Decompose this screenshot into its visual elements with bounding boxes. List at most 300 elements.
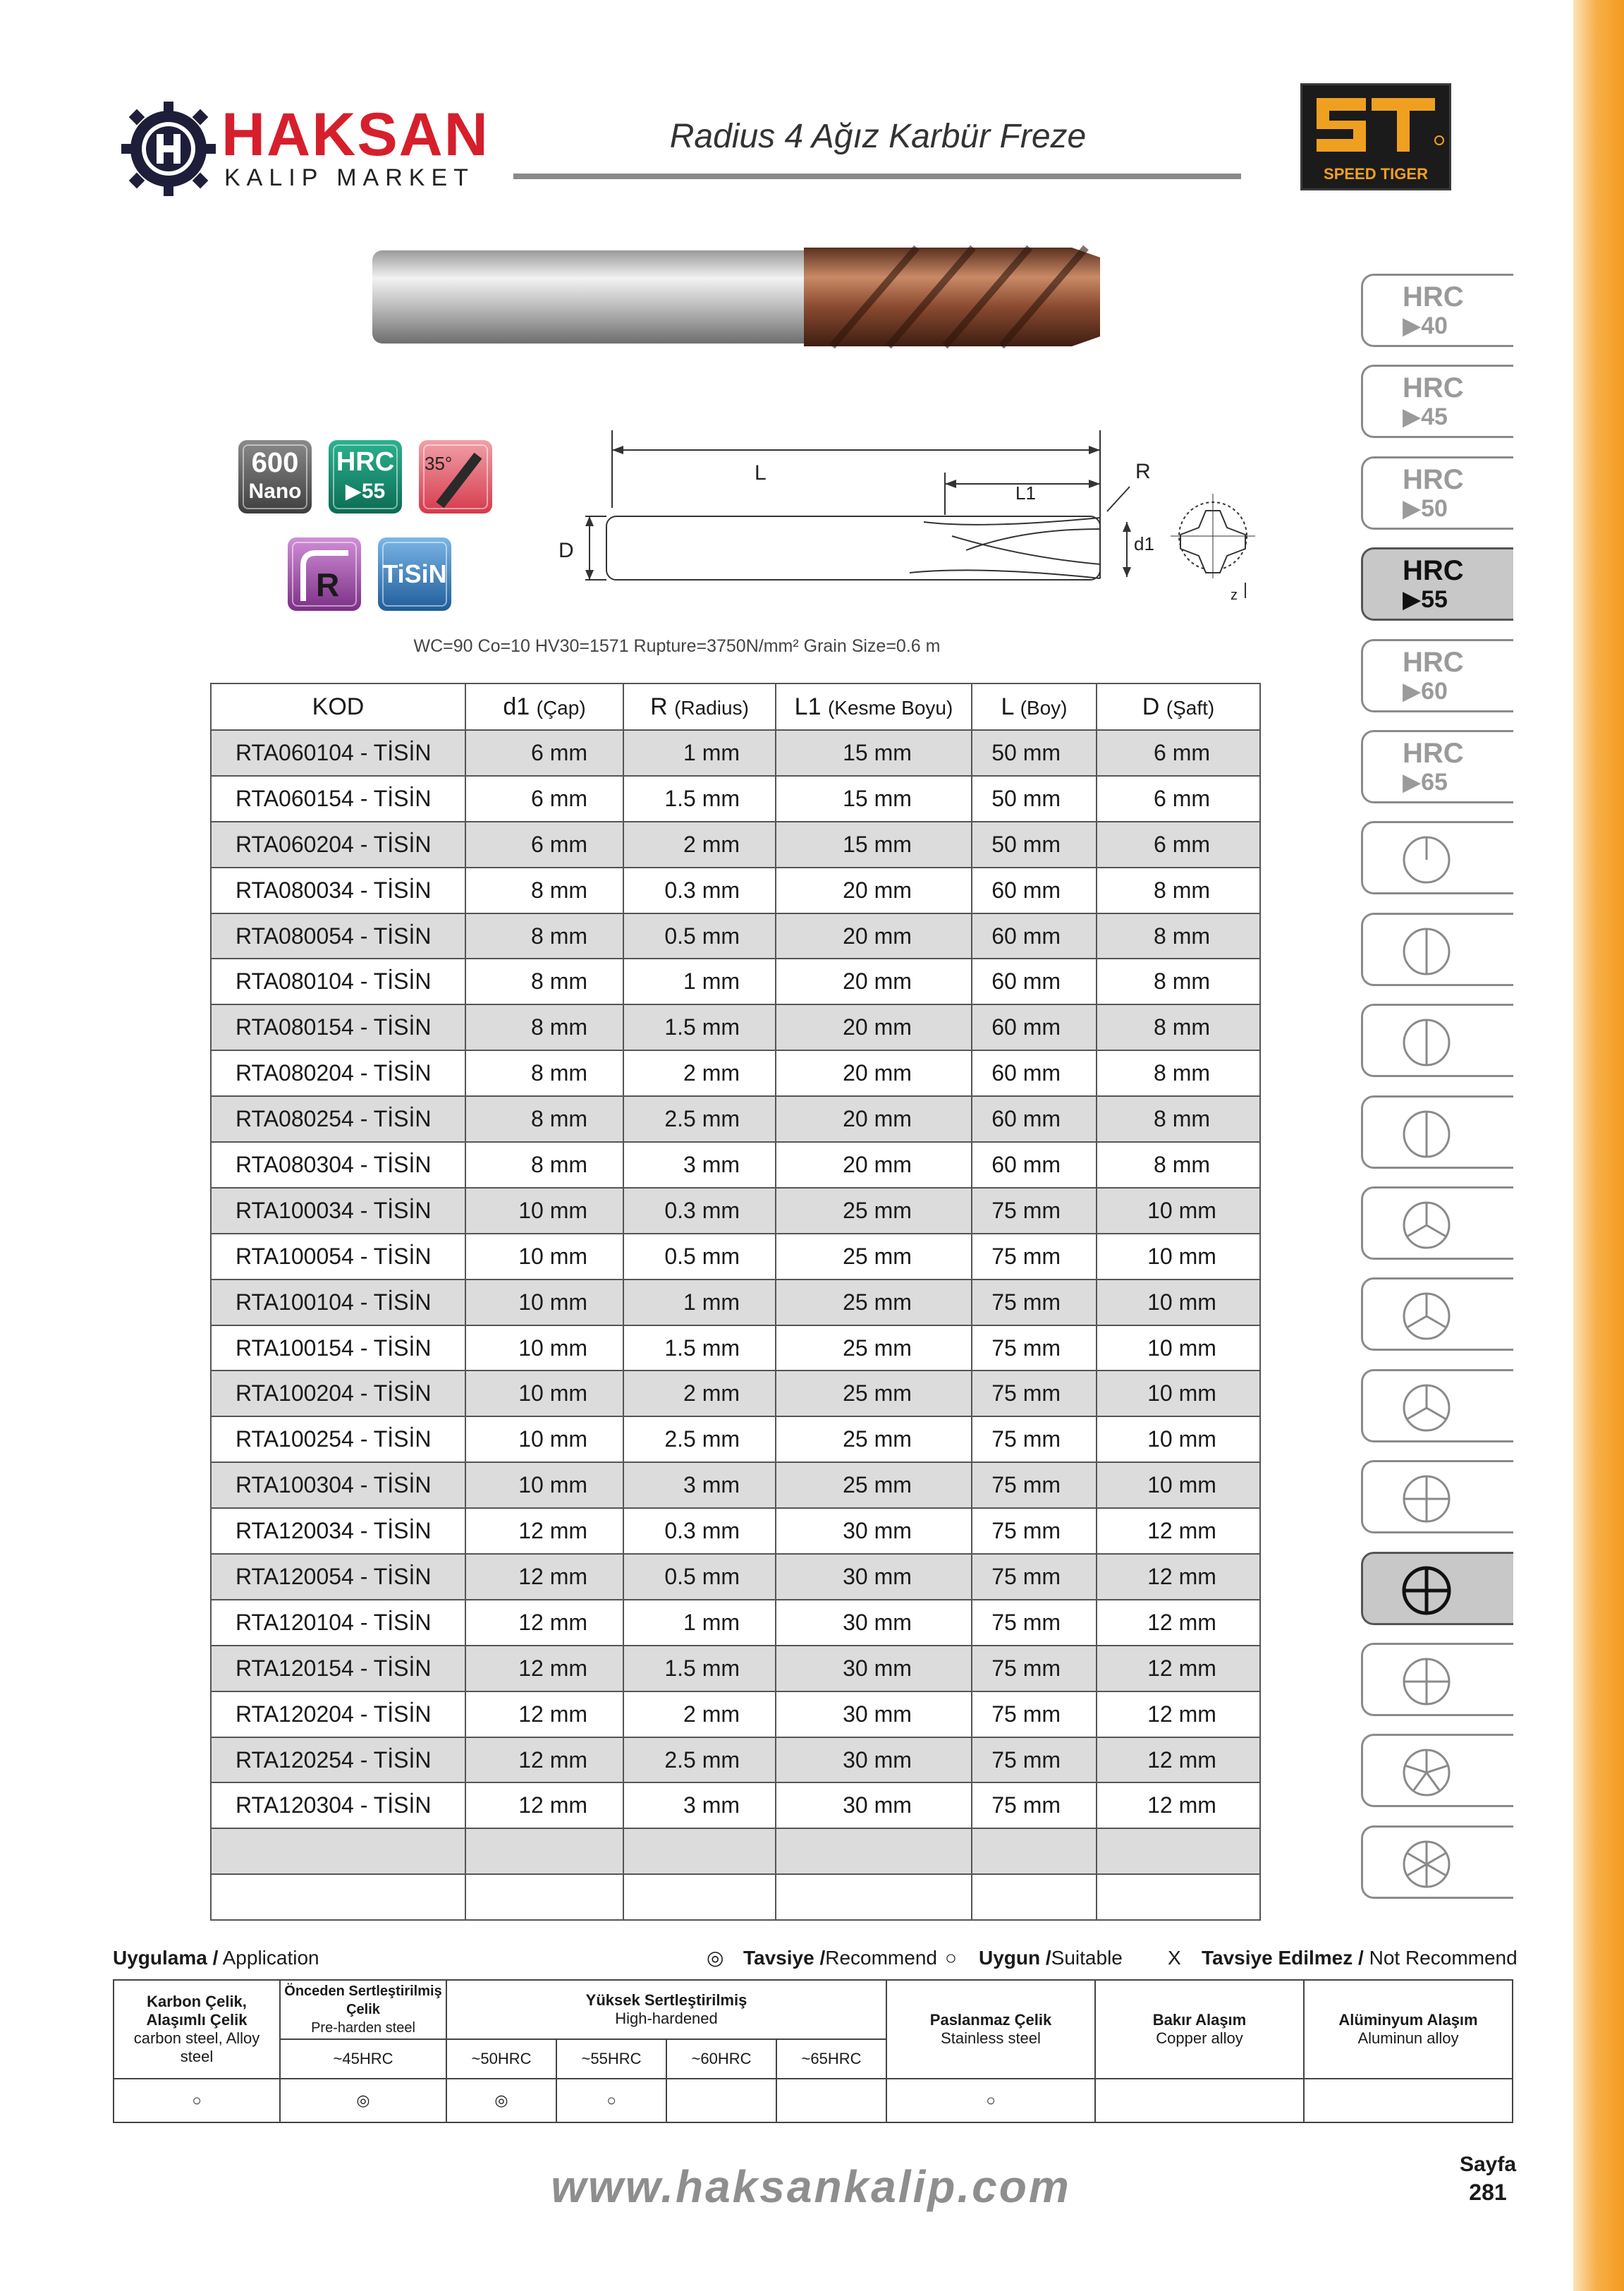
cell-r: 2 mm <box>623 1691 776 1737</box>
cell-r: 1.5 mm <box>623 1004 776 1050</box>
table-row <box>211 1646 1260 1691</box>
cell-d: 12 mm <box>1097 1600 1260 1646</box>
cell-r: 2 mm <box>623 1050 776 1096</box>
speed-tiger-logo <box>1300 83 1451 190</box>
cell-l: 60 mm <box>972 959 1097 1004</box>
header-l-main: L <box>1001 693 1014 720</box>
cell-d1: 8 mm <box>465 1142 623 1188</box>
cell-l1: 30 mm <box>776 1554 972 1600</box>
cell-l1: 30 mm <box>776 1782 972 1828</box>
cell-l1: 20 mm <box>776 959 972 1004</box>
table-row <box>211 1234 1260 1280</box>
website-url[interactable]: www.haksankalip.com <box>551 2161 1071 2212</box>
preharden-tr: Önceden Sertleştirilmiş Çelik <box>284 1983 442 2017</box>
corner-radius-badge <box>288 537 361 611</box>
cell-l1: 30 mm <box>776 1691 972 1737</box>
cell-r: 2.5 mm <box>623 1416 776 1462</box>
cell-d: 8 mm <box>1097 959 1260 1004</box>
col-copper <box>1095 1980 1304 2079</box>
cell-r: 1.5 mm <box>623 1646 776 1691</box>
cell-d1: 12 mm <box>465 1600 623 1646</box>
title-underline <box>513 174 1241 179</box>
sidebar-tab-profile-1[interactable] <box>1361 913 1513 986</box>
cell-l: 75 mm <box>972 1508 1097 1554</box>
cell-l: 75 mm <box>972 1416 1097 1462</box>
cell-d: 10 mm <box>1097 1188 1260 1234</box>
cell-d1: 8 mm <box>465 959 623 1004</box>
header-kod <box>211 683 465 730</box>
cell-l: 50 mm <box>972 776 1097 822</box>
brand-name: SPEED TIGER <box>1324 165 1428 183</box>
header-r-main: R <box>650 693 668 720</box>
legend-suitable-sep: / <box>1045 1947 1051 1969</box>
copper-en: Copper alloy <box>1156 2029 1243 2047</box>
cell-d1: 10 mm <box>465 1234 623 1280</box>
stainless-en: Stainless steel <box>941 2029 1041 2047</box>
cell-r <box>623 1828 776 1874</box>
cell-l1: 25 mm <box>776 1188 972 1234</box>
table-row <box>211 1691 1260 1737</box>
cell-kod: RTA080204 - TİSİN <box>211 1050 465 1096</box>
cell-l: 75 mm <box>972 1554 1097 1600</box>
nano-badge-top: 600 <box>251 447 299 478</box>
cell-r: 0.3 mm <box>623 868 776 913</box>
header-l1-main: L1 <box>794 693 822 720</box>
cell-kod: RTA060104 - TİSİN <box>211 730 465 776</box>
cell-l1: 15 mm <box>776 822 972 868</box>
material-spec: WC=90 Co=10 HV30=1571 Rupture=3750N/mm² Grain Size=0.6 m <box>413 636 941 656</box>
cell-r: 0.5 mm <box>623 1554 776 1600</box>
cell-kod: RTA100104 - TİSİN <box>211 1280 465 1325</box>
diagram-d1-label: d1 <box>1134 533 1154 554</box>
sidebar-tab-hrc-label: HRC <box>1403 372 1464 404</box>
table-row <box>211 1188 1260 1234</box>
cell-r: 3 mm <box>623 1462 776 1508</box>
4-flute-profile-icon <box>1398 1472 1455 1526</box>
col-carbon-steel <box>114 1980 280 2079</box>
application-label-tr: Uygulama / <box>113 1947 219 1969</box>
cross-section-icon <box>1171 494 1255 578</box>
cell-d1: 6 mm <box>465 822 623 868</box>
cell-kod: RTA100304 - TİSİN <box>211 1462 465 1508</box>
legend-recommend-symbol: ◎ <box>707 1947 724 1969</box>
sidebar-tab-hrc-label: HRC <box>1403 281 1464 312</box>
cell-l1: 20 mm <box>776 1096 972 1142</box>
table-row <box>211 1371 1260 1416</box>
cell-l: 60 mm <box>972 913 1097 959</box>
sidebar-tab-profile-4[interactable] <box>1361 1186 1513 1260</box>
cell-l1: 25 mm <box>776 1325 972 1371</box>
flat-2-flute-profile-icon <box>1398 925 1455 978</box>
sidebar-tab-profile-5[interactable] <box>1361 1277 1513 1351</box>
cell-l: 75 mm <box>972 1600 1097 1646</box>
table-row <box>211 1004 1260 1050</box>
cell-kod: RTA120254 - TİSİN <box>211 1737 465 1783</box>
header-r-sub: (Radius) <box>674 696 749 719</box>
cell-d1: 12 mm <box>465 1782 623 1828</box>
cell-d: 10 mm <box>1097 1371 1260 1416</box>
cell-r <box>623 1874 776 1920</box>
table-row <box>211 1050 1260 1096</box>
table-row <box>211 1280 1260 1325</box>
sidebar-tab-profile-9[interactable] <box>1361 1643 1513 1716</box>
application-label-en: Application <box>222 1947 319 1969</box>
cell-d: 8 mm <box>1097 1096 1260 1142</box>
header-l-sub: (Boy) <box>1020 696 1068 719</box>
cell-r: 0.5 mm <box>623 1234 776 1280</box>
tisin-coating-badge <box>378 537 451 611</box>
cell-r: 1 mm <box>623 1600 776 1646</box>
cell-kod: RTA080104 - TİSİN <box>211 959 465 1004</box>
cell-d1: 12 mm <box>465 1691 623 1737</box>
cell-kod: RTA100054 - TİSİN <box>211 1234 465 1280</box>
cell-d: 8 mm <box>1097 1004 1260 1050</box>
cell-l: 50 mm <box>972 822 1097 868</box>
legend-suitable <box>979 1944 1123 1972</box>
cell-l1: 15 mm <box>776 730 972 776</box>
cell-d1: 8 mm <box>465 868 623 913</box>
cell-kod: RTA120154 - TİSİN <box>211 1646 465 1691</box>
end-mill-photo <box>367 243 1114 349</box>
carbon-tr: Karbon Çelik, Alaşımlı Çelik <box>146 1993 248 2029</box>
table-row <box>211 1737 1260 1783</box>
table-row <box>211 822 1260 868</box>
cell-d1: 8 mm <box>465 1096 623 1142</box>
cell-kod <box>211 1828 465 1874</box>
hrc-badge-top: HRC <box>336 447 395 477</box>
cell-d1: 10 mm <box>465 1188 623 1234</box>
table-row <box>211 1096 1260 1142</box>
cell-d: 12 mm <box>1097 1782 1260 1828</box>
cell-d: 12 mm <box>1097 1737 1260 1783</box>
cell-d1: 10 mm <box>465 1462 623 1508</box>
sidebar-tab-hrc-value: ▶40 <box>1403 312 1448 339</box>
cell-d: 10 mm <box>1097 1462 1260 1508</box>
sidebar-tab-profile-8[interactable] <box>1361 1552 1513 1625</box>
cell-l1: 20 mm <box>776 1142 972 1188</box>
header-l <box>972 683 1097 730</box>
cell-l1 <box>776 1828 972 1874</box>
sidebar-tab-hrc-label: HRC <box>1403 738 1464 769</box>
sidebar-tab-hrc-label: HRC <box>1403 463 1464 495</box>
cell-l: 60 mm <box>972 868 1097 913</box>
legend-not-sep: / <box>1358 1947 1364 1969</box>
table-row <box>211 913 1260 959</box>
sidebar-tab-hrc-value: ▶55 <box>1403 586 1448 614</box>
sidebar-tab-hrc-label: HRC <box>1403 555 1464 587</box>
header-d <box>1097 683 1260 730</box>
cell-kod: RTA120304 - TİSİN <box>211 1782 465 1828</box>
table-row <box>211 1828 1260 1874</box>
legend-not-en: Not Recommend <box>1369 1947 1518 1969</box>
legend-not-tr: Tavsiye Edilmez <box>1202 1947 1353 1969</box>
mark-45hrc: ◎ <box>280 2079 446 2122</box>
cell-d: 12 mm <box>1097 1646 1260 1691</box>
cell-d: 10 mm <box>1097 1416 1260 1462</box>
table-row <box>211 1142 1260 1188</box>
sidebar-tab-hrc-2[interactable] <box>1361 456 1513 530</box>
cell-l1: 30 mm <box>776 1737 972 1783</box>
cell-kod: RTA100154 - TİSİN <box>211 1325 465 1371</box>
cell-d1: 6 mm <box>465 776 623 822</box>
header-l1-sub: (Kesme Boyu) <box>827 696 953 719</box>
cell-d: 12 mm <box>1097 1691 1260 1737</box>
mark-carbon: ○ <box>114 2079 280 2122</box>
table-row <box>211 730 1260 776</box>
table-row <box>211 1554 1260 1600</box>
product-table-body <box>211 730 1260 1920</box>
nano-badge-bottom: Nano <box>248 480 302 503</box>
cell-d1: 10 mm <box>465 1325 623 1371</box>
cell-l1: 30 mm <box>776 1646 972 1691</box>
tisin-label: TiSiN <box>382 559 447 588</box>
legend-suitable-symbol: ○ <box>945 1947 957 1969</box>
helix-angle-badge <box>419 440 492 514</box>
cell-d: 10 mm <box>1097 1280 1260 1325</box>
cell-kod: RTA080304 - TİSİN <box>211 1142 465 1188</box>
cell-kod: RTA120034 - TİSİN <box>211 1508 465 1554</box>
aluminum-tr: Alüminyum Alaşım <box>1338 2011 1478 2029</box>
cell-d <box>1097 1828 1260 1874</box>
cell-d1: 12 mm <box>465 1554 623 1600</box>
cell-l: 75 mm <box>972 1462 1097 1508</box>
cell-d1: 12 mm <box>465 1646 623 1691</box>
legend-recommend-en: Recommend <box>825 1947 937 1969</box>
cell-l1: 25 mm <box>776 1234 972 1280</box>
cell-l1: 20 mm <box>776 1050 972 1096</box>
cell-r: 3 mm <box>623 1782 776 1828</box>
cell-l1: 20 mm <box>776 1004 972 1050</box>
cell-r: 0.3 mm <box>623 1508 776 1554</box>
col-aluminum <box>1304 1980 1513 2079</box>
table-row <box>211 1325 1260 1371</box>
haksan-logo <box>121 99 502 198</box>
diagram-z-label: z <box>1231 588 1238 603</box>
cell-kod: RTA060204 - TİSİN <box>211 822 465 868</box>
cell-l1: 20 mm <box>776 868 972 913</box>
application-legend <box>113 1944 1516 1972</box>
carbon-en: carbon steel, Alloy steel <box>133 2029 260 2065</box>
sidebar-tab-profile-7[interactable] <box>1361 1460 1513 1533</box>
product-table <box>210 683 1261 1921</box>
cell-kod: RTA120054 - TİSİN <box>211 1554 465 1600</box>
cell-kod: RTA080034 - TİSİN <box>211 868 465 913</box>
legend-not-recommend <box>1202 1944 1518 1972</box>
page-number: 281 <box>1469 2180 1507 2205</box>
cell-l1: 25 mm <box>776 1462 972 1508</box>
cell-l: 75 mm <box>972 1646 1097 1691</box>
highhard-en: High-hardened <box>615 2010 718 2027</box>
preharden-en: Pre-harden steel <box>311 2020 415 2036</box>
mark-aluminum <box>1304 2079 1513 2122</box>
cell-l: 75 mm <box>972 1280 1097 1325</box>
table-row <box>211 776 1260 822</box>
cell-r: 2 mm <box>623 822 776 868</box>
cell-d1: 8 mm <box>465 1050 623 1096</box>
ball-nose-profile-icon <box>1398 833 1455 887</box>
col-high-hardened <box>446 1980 886 2039</box>
page-title: Radius 4 Ağız Karbür Freze <box>669 118 1087 155</box>
cell-l: 60 mm <box>972 1004 1097 1050</box>
4-flute-ball-profile-icon <box>1398 1655 1455 1708</box>
table-row <box>211 1416 1260 1462</box>
sidebar-tab-hrc-4[interactable] <box>1361 639 1513 712</box>
header-d1-sub: (Çap) <box>536 696 586 719</box>
6-flute-profile-icon <box>1398 1837 1455 1891</box>
cell-l1: 25 mm <box>776 1280 972 1325</box>
sidebar-tab-hrc-1[interactable] <box>1361 365 1513 438</box>
sub-65hrc: ~65HRC <box>776 2039 886 2079</box>
col-preharden <box>280 1980 446 2039</box>
tool-dimension-diagram <box>543 416 1269 607</box>
cell-d: 8 mm <box>1097 913 1260 959</box>
legend-suitable-tr: Uygun <box>979 1947 1041 1969</box>
diagram-r-label: R <box>1135 460 1151 483</box>
cell-d: 12 mm <box>1097 1554 1260 1600</box>
cell-d1: 12 mm <box>465 1508 623 1554</box>
sub-60hrc: ~60HRC <box>666 2039 776 2079</box>
cell-l: 75 mm <box>972 1371 1097 1416</box>
cell-kod: RTA100204 - TİSİN <box>211 1371 465 1416</box>
5-flute-profile-icon <box>1398 1746 1455 1799</box>
cell-r: 2.5 mm <box>623 1096 776 1142</box>
cell-kod: RTA120204 - TİSİN <box>211 1691 465 1737</box>
logo-subtitle: KALIP MARKET <box>224 164 475 191</box>
cell-l <box>972 1828 1097 1874</box>
cell-l: 60 mm <box>972 1142 1097 1188</box>
sidebar-tab-profile-2[interactable] <box>1361 1004 1513 1077</box>
3-flute-ball-profile-icon <box>1398 1381 1455 1435</box>
cell-d <box>1097 1874 1260 1920</box>
page-label: Sayfa <box>1459 2153 1517 2176</box>
cell-d1: 8 mm <box>465 913 623 959</box>
header-d-sub: (Şaft) <box>1166 696 1215 719</box>
cell-l1: 25 mm <box>776 1416 972 1462</box>
cell-d: 6 mm <box>1097 730 1260 776</box>
sidebar-tab-hrc-3[interactable] <box>1361 547 1513 621</box>
cell-d: 10 mm <box>1097 1325 1260 1371</box>
3-flute-corner-profile-icon <box>1398 1289 1455 1343</box>
speed-tiger-emblem-icon <box>1302 90 1449 167</box>
diagram-l-label: L <box>755 461 767 485</box>
cell-l1: 20 mm <box>776 913 972 959</box>
3-flute-profile-icon <box>1398 1198 1455 1252</box>
nano-coating-badge <box>238 440 312 514</box>
cell-kod: RTA060154 - TİSİN <box>211 776 465 822</box>
cell-kod <box>211 1874 465 1920</box>
cell-l: 75 mm <box>972 1325 1097 1371</box>
logo-name: HAKSAN <box>221 101 489 169</box>
cell-l: 60 mm <box>972 1096 1097 1142</box>
helix-angle-icon <box>419 440 492 514</box>
cell-d1: 12 mm <box>465 1737 623 1783</box>
sidebar-tab-hrc-value: ▶45 <box>1403 403 1448 431</box>
cell-d: 10 mm <box>1097 1234 1260 1280</box>
application-header-row <box>114 1980 1513 2039</box>
cell-r: 2.5 mm <box>623 1737 776 1783</box>
table-row <box>211 1508 1260 1554</box>
cell-r: 3 mm <box>623 1142 776 1188</box>
cell-l: 50 mm <box>972 730 1097 776</box>
sidebar-tab-hrc-5[interactable] <box>1361 730 1513 803</box>
cell-l1: 30 mm <box>776 1600 972 1646</box>
table-row <box>211 1782 1260 1828</box>
table-header-row <box>211 683 1260 730</box>
cell-d: 12 mm <box>1097 1508 1260 1554</box>
table-row <box>211 959 1260 1004</box>
cell-l1 <box>776 1874 972 1920</box>
cell-l: 75 mm <box>972 1188 1097 1234</box>
mark-55hrc: ○ <box>556 2079 666 2122</box>
cell-l: 75 mm <box>972 1234 1097 1280</box>
stainless-tr: Paslanmaz Çelik <box>929 2011 1052 2029</box>
cell-d1: 6 mm <box>465 730 623 776</box>
cell-r: 0.5 mm <box>623 913 776 959</box>
cell-d1: 10 mm <box>465 1280 623 1325</box>
sidebar-tab-profile-3[interactable] <box>1361 1095 1513 1169</box>
cell-d1 <box>465 1874 623 1920</box>
cell-r: 1.5 mm <box>623 776 776 822</box>
cell-r: 2 mm <box>623 1371 776 1416</box>
page-edge-strip <box>1573 0 1624 2291</box>
cell-l: 60 mm <box>972 1050 1097 1096</box>
sidebar-tab-hrc-value: ▶60 <box>1403 677 1448 705</box>
cell-l: 75 mm <box>972 1782 1097 1828</box>
sidebar-tab-profile-0[interactable] <box>1361 821 1513 894</box>
cell-kod: RTA080254 - TİSİN <box>211 1096 465 1142</box>
gear-logo-icon <box>121 102 216 196</box>
4-flute-radius-profile-icon <box>1398 1564 1455 1617</box>
legend-suitable-en: Suitable <box>1051 1947 1123 1969</box>
header-d1 <box>465 683 623 730</box>
cell-r: 0.3 mm <box>623 1188 776 1234</box>
header-r <box>623 683 776 730</box>
cell-r: 1 mm <box>623 730 776 776</box>
header-kod-main: KOD <box>312 693 365 720</box>
application-label <box>113 1944 319 1972</box>
helix-angle-label: 35° <box>425 453 453 474</box>
cell-d: 8 mm <box>1097 1050 1260 1096</box>
cell-d1: 8 mm <box>465 1004 623 1050</box>
sidebar-tab-profile-10[interactable] <box>1361 1734 1513 1807</box>
cell-d1: 10 mm <box>465 1371 623 1416</box>
cell-kod: RTA100254 - TİSİN <box>211 1416 465 1462</box>
cell-d: 6 mm <box>1097 822 1260 868</box>
ball-2-flute-profile-icon <box>1398 1107 1455 1161</box>
copper-tr: Bakır Alaşım <box>1152 2011 1247 2029</box>
cell-kod: RTA080154 - TİSİN <box>211 1004 465 1050</box>
cell-d: 8 mm <box>1097 868 1260 913</box>
legend-not-symbol: X <box>1168 1947 1181 1969</box>
sidebar-tab-profile-11[interactable] <box>1361 1825 1513 1899</box>
col-stainless <box>886 1980 1095 2079</box>
header-d1-main: d1 <box>503 693 530 720</box>
table-row <box>211 1462 1260 1508</box>
sidebar-tab-hrc-0[interactable] <box>1361 274 1513 347</box>
cell-l: 75 mm <box>972 1691 1097 1737</box>
diagram-d-label: D <box>558 539 574 562</box>
cell-d: 8 mm <box>1097 1142 1260 1188</box>
legend-recommend <box>743 1944 937 1972</box>
cell-kod: RTA080054 - TİSİN <box>211 913 465 959</box>
sub-55hrc: ~55HRC <box>556 2039 666 2079</box>
sidebar-tab-hrc-value: ▶50 <box>1403 494 1448 522</box>
cell-l1: 25 mm <box>776 1371 972 1416</box>
sidebar-tab-profile-6[interactable] <box>1361 1369 1513 1442</box>
corner-radius-label: R <box>316 566 340 603</box>
mark-50hrc: ◎ <box>446 2079 556 2122</box>
cell-l1: 30 mm <box>776 1508 972 1554</box>
